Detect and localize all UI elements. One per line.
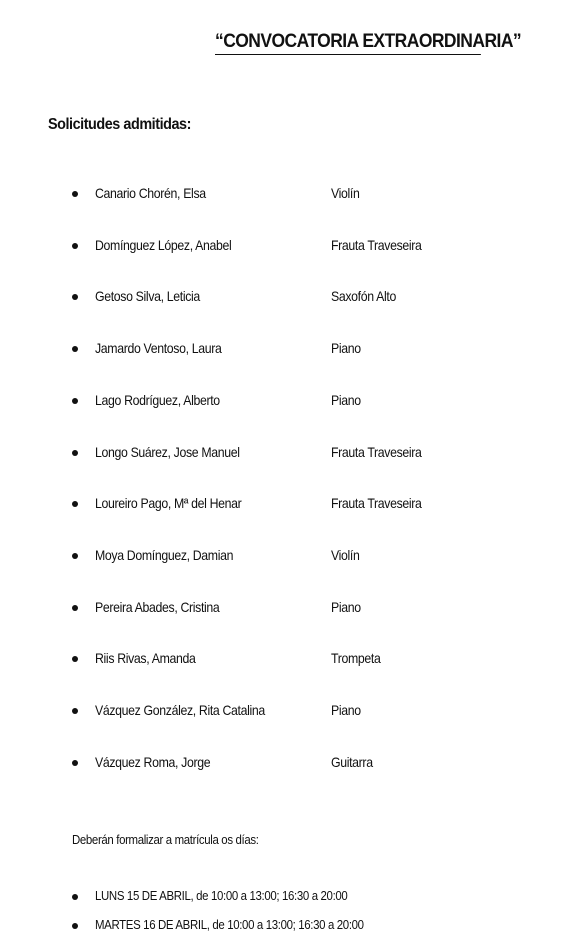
- student-instrument: Piano: [331, 340, 361, 357]
- student-name: Riis Rivas, Amanda: [95, 650, 196, 667]
- student-name: Domínguez López, Anabel: [95, 236, 232, 253]
- student-name: Longo Suárez, Jose Manuel: [95, 443, 240, 460]
- student-name: Vázquez González, Rita Catalina: [95, 702, 265, 718]
- list-item: [0, 495, 563, 515]
- student-instrument: Guitarra: [331, 753, 373, 770]
- student-name: Vázquez Roma, Jorge: [95, 753, 211, 770]
- student-instrument: Trompeta: [331, 650, 381, 667]
- bullet-icon: [72, 398, 78, 404]
- bullet-icon: [72, 243, 78, 249]
- student-instrument: Frauta Traveseira: [331, 495, 422, 512]
- student-instrument: Violín: [331, 546, 360, 563]
- bullet-icon: [72, 656, 78, 662]
- student-name: Pereira Abades, Cristina: [95, 598, 220, 615]
- list-item: [0, 650, 563, 670]
- list-item: [0, 444, 563, 464]
- bullet-icon: [72, 708, 78, 714]
- student-instrument: Frauta Traveseira: [331, 236, 422, 253]
- list-item: [0, 340, 563, 360]
- student-instrument: Piano: [331, 598, 361, 615]
- schedule-text: LUNS 15 DE ABRIL, de 10:00 a 13:00; 16:30 a 20:00: [95, 888, 348, 903]
- list-item: [0, 702, 563, 722]
- student-name: Lago Rodríguez, Alberto: [95, 391, 220, 408]
- bullet-icon: [72, 894, 78, 900]
- student-instrument: Piano: [331, 391, 361, 408]
- bullet-icon: [72, 605, 78, 611]
- list-item: [0, 392, 563, 412]
- student-instrument: Frauta Traveseira: [331, 443, 422, 460]
- bullet-icon: [72, 760, 78, 766]
- document-title: “CONVOCATORIA EXTRAORDINARIA”: [215, 31, 481, 55]
- admitted-heading: Solicitudes admitidas:: [48, 116, 191, 133]
- list-item: [0, 185, 563, 205]
- schedule-item: [0, 917, 563, 937]
- student-instrument: Piano: [331, 702, 361, 718]
- bullet-icon: [72, 346, 78, 352]
- list-item: [0, 288, 563, 308]
- list-item: [0, 599, 563, 619]
- bullet-icon: [72, 501, 78, 507]
- enrollment-note: Deberán formalizar a matrícula os días:: [72, 832, 259, 847]
- list-item: [0, 547, 563, 567]
- list-item: [0, 237, 563, 257]
- student-name: Moya Domínguez, Damian: [95, 546, 234, 563]
- bullet-icon: [72, 923, 78, 929]
- student-instrument: Violín: [331, 185, 360, 201]
- student-name: Getoso Silva, Leticia: [95, 288, 200, 305]
- student-name: Loureiro Pago, Mª del Henar: [95, 495, 242, 512]
- bullet-icon: [72, 294, 78, 300]
- student-name: Jamardo Ventoso, Laura: [95, 340, 222, 357]
- schedule-text: MARTES 16 DE ABRIL, de 10:00 a 13:00; 16:30 a 20:00: [95, 917, 364, 932]
- student-name: Canario Chorén, Elsa: [95, 185, 206, 201]
- bullet-icon: [72, 553, 78, 559]
- student-instrument: Saxofón Alto: [331, 288, 396, 305]
- bullet-icon: [72, 450, 78, 456]
- list-item: [0, 754, 563, 774]
- bullet-icon: [72, 191, 78, 197]
- schedule-item: [0, 888, 563, 908]
